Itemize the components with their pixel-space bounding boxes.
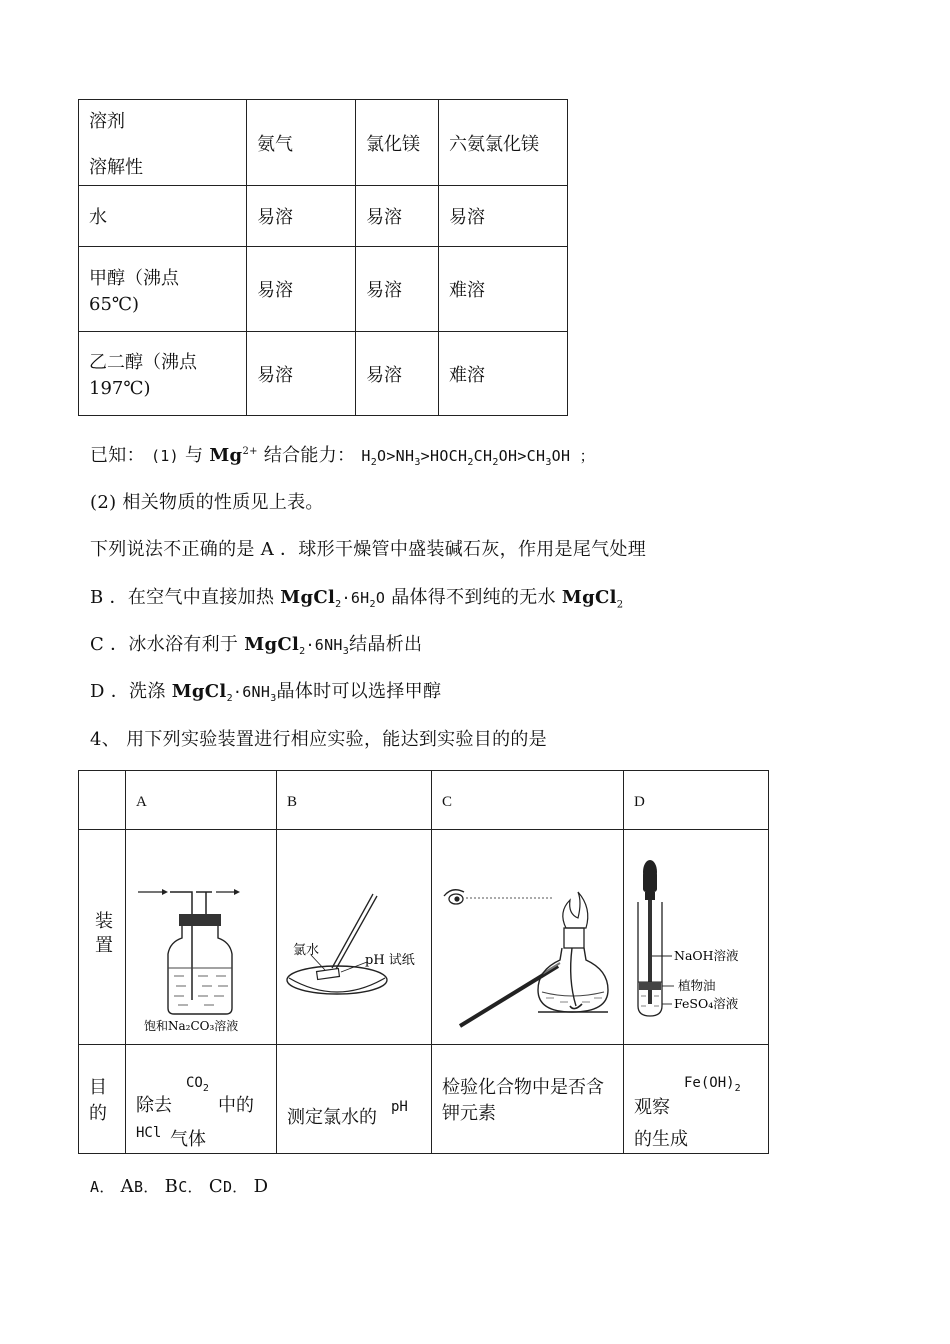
apparatus-label — [79, 830, 126, 1045]
cell: 易溶 — [356, 247, 439, 332]
chem-mg: Mg — [209, 445, 243, 466]
q3-option-c: C ．冰水浴有利于 $MgCl_2\cdot 6NH_3$结晶析出 — [90, 634, 423, 657]
text: 结合能力： — [263, 445, 356, 466]
text: D ．洗涤 — [90, 681, 166, 702]
text: B ．在空气中直接加热 — [90, 587, 275, 608]
row-solvent — [79, 332, 247, 416]
cell: 易溶 — [356, 332, 439, 416]
feoh2-tube-diagram — [624, 830, 768, 1039]
known-line-1 — [90, 441, 595, 468]
label: 装置 — [92, 910, 113, 959]
ph-paper-dish-diagram — [277, 830, 431, 1039]
f: O>NH — [377, 447, 415, 465]
cell: 难溶 — [439, 247, 568, 332]
apparatus-d — [624, 830, 769, 1045]
sub: 2 — [734, 1082, 741, 1094]
paper-label: pH 试纸 — [365, 953, 415, 968]
charge: 2+ — [242, 446, 258, 457]
purpose-b — [277, 1045, 432, 1154]
text: 中的 — [218, 1095, 254, 1116]
gas-washing-bottle-diagram — [126, 830, 276, 1039]
col-b — [277, 771, 432, 830]
option-value: B — [164, 1176, 179, 1197]
chem: MgCl — [561, 587, 617, 608]
f: 2 — [370, 457, 378, 468]
text: 的生成 — [634, 1129, 688, 1150]
option-label: D． — [222, 1178, 248, 1196]
known-prefix: 已知： — [90, 445, 145, 466]
q4-stem: 4、 用下列实验装置进行相应实验，能达到实验目的的是 — [90, 729, 547, 750]
row-solvent: 水 — [79, 186, 247, 247]
feso4-label: FeSO₄溶液 — [674, 996, 739, 1011]
col-label: B — [287, 793, 298, 810]
text: 检验化合物中是否含 — [442, 1077, 604, 1098]
row-solvent — [79, 247, 247, 332]
option-label: C． — [178, 1178, 203, 1196]
text: 除去 — [136, 1095, 172, 1116]
f: 3 — [545, 457, 552, 468]
label: 目 — [89, 1077, 107, 1098]
feoh2 — [684, 1075, 741, 1094]
label: 的 — [89, 1103, 107, 1124]
col-header: 氯化镁 — [356, 100, 439, 186]
purpose-label — [79, 1045, 126, 1154]
text: 钾元素 — [442, 1103, 496, 1124]
corner-top: 溶剂 — [89, 110, 125, 132]
apparatus-b — [277, 830, 432, 1045]
option-label: A． — [90, 1178, 115, 1196]
solvent-line: 65℃) — [89, 293, 140, 315]
option-value: D — [253, 1176, 269, 1197]
solvent-line: 甲醇（沸点 — [89, 267, 179, 289]
text: 晶体得不到纯的无水 — [391, 587, 556, 608]
text: 观察 — [634, 1097, 670, 1118]
col-label: C — [442, 793, 453, 810]
cell: 易溶 — [247, 332, 356, 416]
chem: HCl — [136, 1125, 162, 1141]
cell: 易溶 — [356, 186, 439, 247]
cell: 易溶 — [247, 247, 356, 332]
q3-option-b: B ．在空气中直接加热 $MgCl_2\cdot 6H_2O$ 晶体得不到纯的无水 MgCl$_2$ — [90, 587, 624, 611]
blank-cell — [79, 771, 126, 830]
col-label: A — [136, 793, 147, 810]
cell: 易溶 — [439, 186, 568, 247]
col-header: 氨气 — [247, 100, 356, 186]
experiment-table — [78, 770, 769, 1154]
col-d — [624, 771, 769, 830]
cell: 易溶 — [247, 186, 356, 247]
chem: pH — [391, 1099, 408, 1115]
col-header: 六氨氯化镁 — [439, 100, 568, 186]
water-label: 氯水 — [293, 943, 320, 958]
f: OH — [551, 447, 571, 465]
text: C ．冰水浴有利于 — [90, 634, 239, 655]
f: >HOCH — [420, 447, 468, 465]
chem: CO — [186, 1075, 203, 1091]
text: 气体 — [170, 1129, 206, 1150]
item-number: (1) — [150, 447, 179, 465]
apparatus-c — [432, 830, 624, 1045]
option-label: B． — [133, 1178, 159, 1196]
q3-stem: 下列说法不正确的是 A ．球形干燥管中盛装碱石灰，作用是尾气处理 — [90, 539, 647, 560]
sub: 2 — [202, 1082, 209, 1094]
q3-option-d: D ．洗涤 $MgCl_2\cdot 6NH_3$晶体时可以选择甲醇 — [90, 681, 442, 704]
binding-order — [361, 447, 595, 468]
text: 晶体时可以选择甲醇 — [276, 681, 442, 702]
f: 2 — [492, 457, 499, 468]
text: 与 — [184, 445, 204, 466]
answer-options — [90, 1176, 268, 1197]
apparatus-a — [126, 830, 277, 1045]
purpose-a — [126, 1045, 277, 1154]
purpose-c — [432, 1045, 624, 1154]
known-line-2: (2) 相关物质的性质见上表。 — [90, 492, 324, 513]
f: CH — [473, 447, 493, 465]
f: 2 — [467, 457, 474, 468]
co2 — [186, 1075, 209, 1094]
chem: Fe(OH) — [684, 1075, 735, 1091]
naoh-label: NaOH溶液 — [674, 948, 739, 963]
chem: MgCl — [280, 587, 336, 608]
option-value: C — [208, 1176, 223, 1197]
cell: 难溶 — [439, 332, 568, 416]
col-a — [126, 771, 277, 830]
f: OH>CH — [498, 447, 546, 465]
bottle-label: 饱和Na₂CO₃溶液 — [144, 1019, 239, 1033]
f: 3 — [414, 457, 421, 468]
col-c — [432, 771, 624, 830]
col-label: D — [634, 793, 645, 810]
text: 测定氯水的 — [287, 1107, 377, 1128]
solvent-line: 乙二醇（沸点 — [89, 352, 197, 373]
solubility-table — [78, 99, 568, 416]
f: H — [361, 447, 371, 465]
corner-cell — [79, 100, 247, 186]
flame-test-diagram — [432, 830, 623, 1039]
corner-bottom: 溶解性 — [89, 156, 143, 178]
text: 结晶析出 — [349, 634, 423, 655]
option-value: A — [120, 1176, 134, 1197]
purpose-d — [624, 1045, 769, 1154]
oil-label: 植物油 — [678, 978, 716, 993]
f: ； — [579, 447, 595, 465]
solvent-line: 197℃) — [89, 378, 151, 399]
